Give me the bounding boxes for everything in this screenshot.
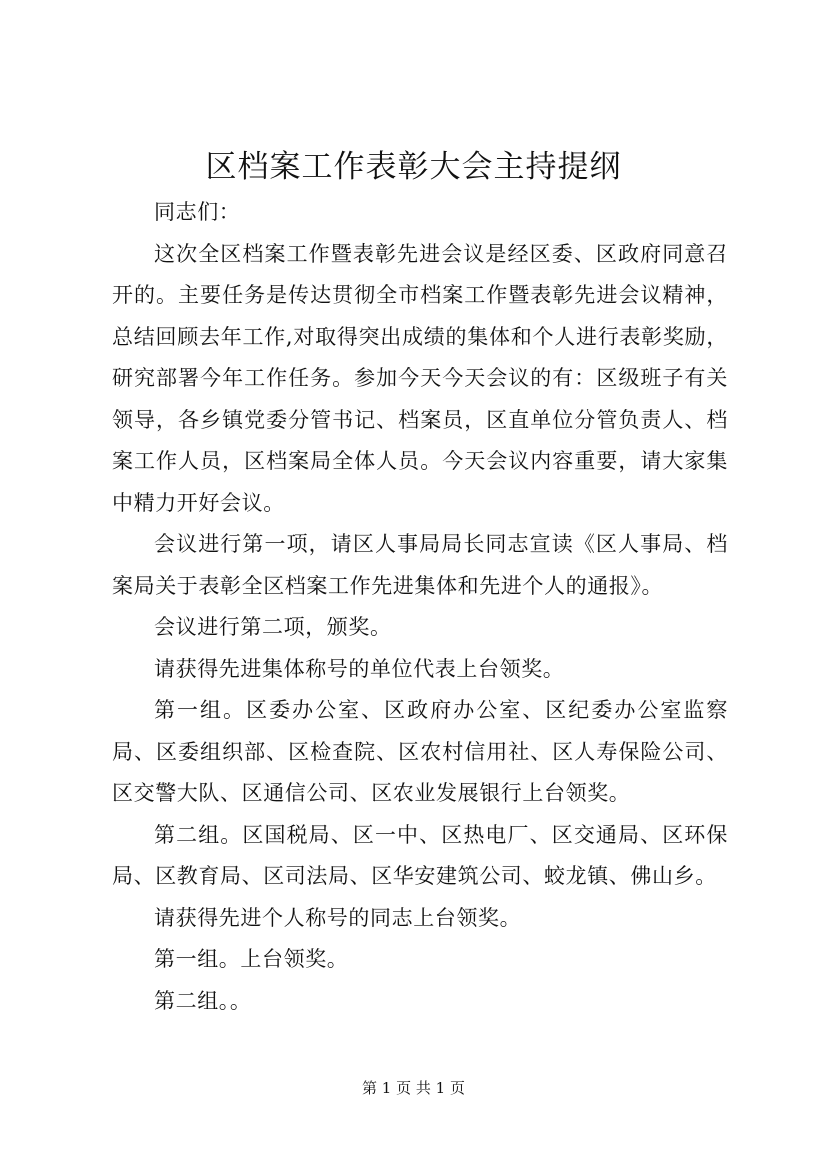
paragraph-salutation: 同志们： xyxy=(154,200,241,224)
page-footer: 第 1 页 共 1 页 xyxy=(362,1079,465,1097)
paragraph-intro: 这次全区档案工作暨表彰先进会议是经区委、区政府同意召开的。主要任务是传达贯彻全市档案工作暨表彰先进会议精神，总结回顾去年工作,对取得突出成绩的集体和个人进行表彰奖励，研究部署今年工作任务。参加今天今天会议的有：区级班子有关领导，各乡镇党委分管书记、档案员，区直单位分管负责人、档案工作人员，区档案局全体人员。今天会议内容重要，请大家集中精力开好会议。 xyxy=(112,241,728,515)
document-title: 区档案工作表彰大会主持提纲 xyxy=(205,149,622,185)
document-body xyxy=(112,192,728,1022)
paragraph-individual-group-two: 第二组。。 xyxy=(154,988,252,1013)
paragraph-collective-award: 请获得先进集体称号的单位代表上台领奖。 xyxy=(154,656,565,681)
paragraph-collective-group-one: 第一组。区委办公室、区政府办公室、区纪委办公室监察局、区委组织部、区检查院、区农村信用社、区人寿保险公司、区交警大队、区通信公司、区农业发展银行上台领奖。 xyxy=(112,698,728,805)
paragraph-individual-award: 请获得先进个人称号的同志上台领奖。 xyxy=(154,905,522,930)
paragraph-item-two: 会议进行第二项，颁奖。 xyxy=(154,615,392,639)
paragraph-item-one: 会议进行第一项，请区人事局局长同志宣读《区人事局、档案局关于表彰全区档案工作先进集体和先进个人的通报》。 xyxy=(112,532,728,598)
paragraph-collective-group-two: 第二组。区国税局、区一中、区热电厂、区交通局、区环保局、区教育局、区司法局、区华安建筑公司、蛟龙镇、佛山乡。 xyxy=(112,822,728,888)
paragraph-individual-group-one: 第一组。上台领奖。 xyxy=(154,947,349,971)
